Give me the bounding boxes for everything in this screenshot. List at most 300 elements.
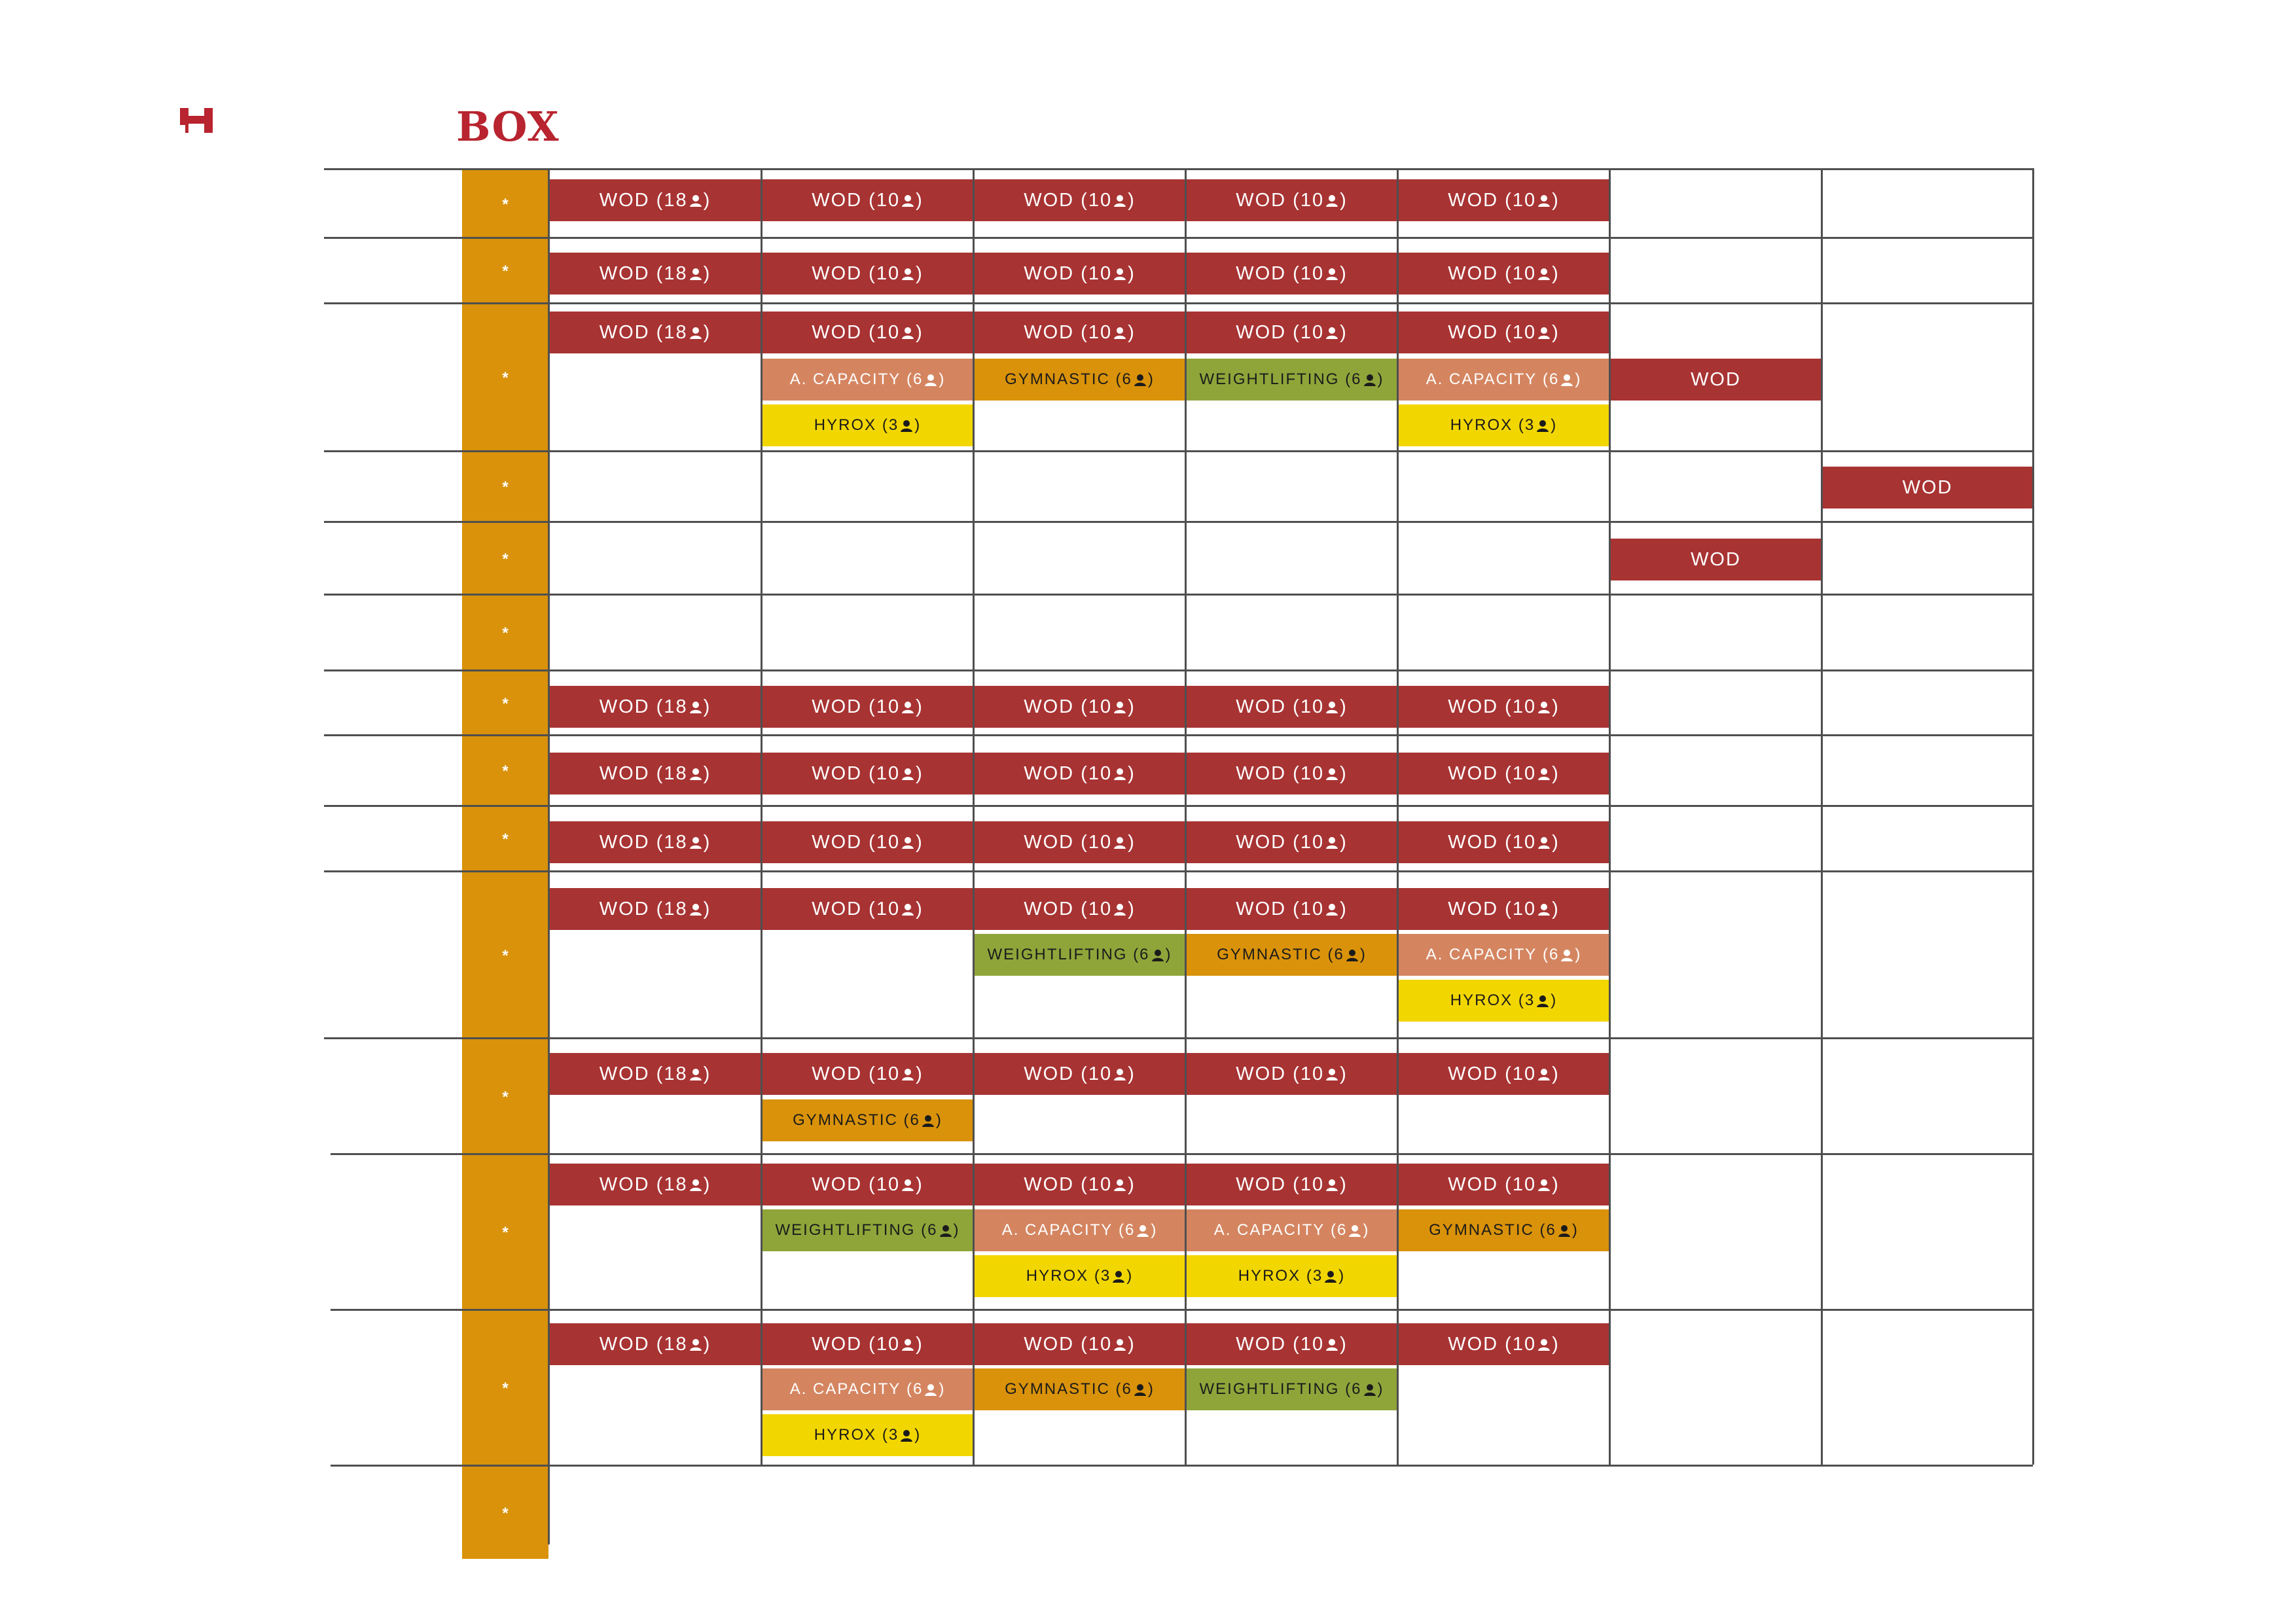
person-icon bbox=[1362, 1380, 1378, 1399]
person-icon bbox=[900, 832, 916, 853]
class-block-wl[interactable] bbox=[762, 1209, 973, 1251]
row-divider bbox=[331, 1153, 2033, 1155]
class-block-cap[interactable] bbox=[1187, 1209, 1397, 1251]
capacity-paren-close: ) bbox=[703, 762, 711, 784]
capacity-count: 10 bbox=[1512, 189, 1537, 211]
capacity-paren-open: ( bbox=[1074, 898, 1088, 919]
class-label: WOD bbox=[1236, 189, 1287, 211]
class-block-hyx[interactable] bbox=[762, 404, 973, 446]
class-block-cap[interactable] bbox=[1399, 359, 1609, 401]
capacity-count: 3 bbox=[888, 1426, 899, 1444]
class-block-hyx[interactable] bbox=[1187, 1255, 1397, 1297]
class-block-wod[interactable] bbox=[975, 1053, 1185, 1095]
capacity-paren-open: ( bbox=[901, 370, 913, 388]
person-icon bbox=[688, 1334, 704, 1355]
person-icon bbox=[1324, 899, 1340, 920]
capacity-paren-open: ( bbox=[1127, 946, 1140, 963]
capacity-count: 10 bbox=[1088, 762, 1113, 784]
class-block-wod[interactable] bbox=[975, 179, 1185, 221]
capacity-paren-close: ) bbox=[1128, 1063, 1136, 1084]
person-icon bbox=[900, 190, 916, 211]
capacity-paren-open: ( bbox=[1537, 370, 1549, 388]
class-block-wod[interactable] bbox=[1399, 686, 1609, 728]
class-block-cap[interactable] bbox=[762, 1368, 973, 1410]
class-label: A. CAPACITY bbox=[1426, 946, 1537, 963]
capacity-paren-close: ) bbox=[1128, 1173, 1136, 1195]
class-label: HYROX bbox=[1450, 416, 1513, 434]
capacity-paren-open: ( bbox=[862, 898, 876, 919]
capacity-paren-open: ( bbox=[862, 1173, 876, 1195]
capacity-paren-close: ) bbox=[1552, 898, 1560, 919]
class-block-wod[interactable] bbox=[550, 1323, 761, 1365]
capacity-paren-close: ) bbox=[1340, 1063, 1348, 1084]
class-block-hyx[interactable] bbox=[975, 1255, 1185, 1297]
capacity-count: 10 bbox=[1088, 262, 1113, 284]
class-label: WOD bbox=[1448, 189, 1499, 211]
capacity-paren-open: ( bbox=[1286, 1173, 1300, 1195]
row-divider bbox=[324, 521, 2033, 523]
time-slot-marker: * bbox=[502, 550, 509, 568]
capacity-count: 10 bbox=[1300, 696, 1325, 717]
capacity-paren-close: ) bbox=[1552, 696, 1560, 717]
capacity-count: 10 bbox=[876, 189, 901, 211]
class-block-wod[interactable] bbox=[1399, 753, 1609, 794]
capacity-paren-open: ( bbox=[1113, 1221, 1125, 1239]
capacity-paren-close: ) bbox=[703, 831, 711, 853]
capacity-paren-close: ) bbox=[1551, 991, 1558, 1009]
capacity-paren-open: ( bbox=[862, 831, 876, 853]
class-block-wl[interactable] bbox=[1187, 359, 1397, 401]
class-block-wod[interactable] bbox=[550, 179, 761, 221]
time-slot-marker: * bbox=[502, 262, 509, 280]
class-label: WOD bbox=[1024, 696, 1075, 717]
time-slot-marker: * bbox=[502, 762, 509, 780]
person-icon bbox=[1536, 1334, 1552, 1355]
time-slot-marker: * bbox=[502, 947, 509, 965]
class-block-wod[interactable] bbox=[1187, 686, 1397, 728]
class-block-wod[interactable] bbox=[975, 753, 1185, 794]
capacity-count: 18 bbox=[664, 1173, 688, 1195]
capacity-paren-close: ) bbox=[916, 762, 924, 784]
capacity-paren-open: ( bbox=[649, 831, 664, 853]
capacity-paren-open: ( bbox=[1088, 1267, 1101, 1285]
capacity-paren-open: ( bbox=[1074, 321, 1088, 343]
capacity-paren-open: ( bbox=[1286, 831, 1300, 853]
capacity-paren-close: ) bbox=[1340, 321, 1348, 343]
capacity-paren-open: ( bbox=[1074, 831, 1088, 853]
capacity-paren-open: ( bbox=[649, 696, 664, 717]
class-block-wl[interactable] bbox=[1187, 1368, 1397, 1410]
time-slot-marker: * bbox=[502, 478, 509, 496]
class-block-wod[interactable] bbox=[975, 312, 1185, 353]
person-icon bbox=[1324, 322, 1340, 344]
class-block-wod[interactable] bbox=[975, 1323, 1185, 1365]
capacity-count: 10 bbox=[1512, 1173, 1537, 1195]
person-icon bbox=[688, 322, 704, 344]
capacity-count: 10 bbox=[1300, 1173, 1325, 1195]
capacity-paren-open: ( bbox=[862, 762, 876, 784]
person-icon bbox=[900, 696, 916, 718]
person-icon bbox=[923, 370, 939, 389]
capacity-paren-close: ) bbox=[1552, 762, 1560, 784]
capacity-paren-close: ) bbox=[703, 898, 711, 919]
class-label: HYROX bbox=[814, 1426, 877, 1444]
capacity-paren-close: ) bbox=[1340, 831, 1348, 853]
class-label: WOD bbox=[599, 831, 650, 853]
person-icon bbox=[920, 1111, 936, 1130]
person-icon bbox=[1536, 190, 1552, 211]
class-block-wod[interactable] bbox=[975, 686, 1185, 728]
capacity-paren-open: ( bbox=[1286, 1063, 1300, 1084]
class-block-wod[interactable] bbox=[1187, 1053, 1397, 1095]
class-block-wod[interactable] bbox=[762, 821, 973, 863]
capacity-paren-open: ( bbox=[862, 321, 876, 343]
capacity-paren-open: ( bbox=[1074, 1173, 1088, 1195]
capacity-paren-close: ) bbox=[1151, 1221, 1158, 1239]
class-block-wod[interactable] bbox=[762, 253, 973, 294]
class-block-wod[interactable] bbox=[1399, 888, 1609, 930]
capacity-paren-close: ) bbox=[1128, 898, 1136, 919]
class-block-wod[interactable] bbox=[1399, 179, 1609, 221]
class-label: A. CAPACITY bbox=[789, 1380, 901, 1398]
capacity-paren-close: ) bbox=[703, 1063, 711, 1084]
capacity-paren-close: ) bbox=[1552, 1063, 1560, 1084]
class-block-wl[interactable] bbox=[975, 934, 1185, 976]
class-block-wod[interactable] bbox=[1399, 821, 1609, 863]
capacity-paren-close: ) bbox=[916, 1333, 924, 1355]
capacity-count: 10 bbox=[876, 262, 901, 284]
class-label: WOD bbox=[812, 321, 863, 343]
capacity-count: 10 bbox=[876, 831, 901, 853]
class-label: WOD bbox=[1448, 898, 1499, 919]
capacity-count: 10 bbox=[1300, 1333, 1325, 1355]
class-block-wod[interactable] bbox=[762, 686, 973, 728]
capacity-paren-open: ( bbox=[1534, 1221, 1547, 1239]
class-label: WOD bbox=[599, 1333, 650, 1355]
row-divider bbox=[331, 1309, 2033, 1311]
capacity-count: 18 bbox=[664, 189, 688, 211]
capacity-paren-open: ( bbox=[1537, 946, 1549, 963]
class-block-gym[interactable] bbox=[1399, 1209, 1609, 1251]
capacity-paren-close: ) bbox=[914, 416, 922, 434]
class-block-wod[interactable] bbox=[550, 686, 761, 728]
capacity-paren-open: ( bbox=[1513, 416, 1525, 434]
capacity-paren-open: ( bbox=[876, 416, 889, 434]
capacity-paren-open: ( bbox=[862, 1063, 876, 1084]
capacity-paren-open: ( bbox=[915, 1221, 928, 1239]
capacity-count: 18 bbox=[664, 321, 688, 343]
person-icon bbox=[1324, 1063, 1340, 1085]
class-label: HYROX bbox=[1450, 991, 1513, 1009]
time-slot-marker: * bbox=[502, 1088, 509, 1106]
capacity-paren-close: ) bbox=[1340, 189, 1348, 211]
capacity-count: 3 bbox=[1524, 416, 1535, 434]
capacity-paren-close: ) bbox=[916, 831, 924, 853]
capacity-paren-open: ( bbox=[1339, 1380, 1352, 1398]
class-block-wod[interactable] bbox=[1187, 1164, 1397, 1205]
person-icon bbox=[688, 899, 704, 920]
class-block-wod[interactable] bbox=[762, 312, 973, 353]
person-icon bbox=[1324, 763, 1340, 785]
class-block-wod[interactable] bbox=[975, 253, 1185, 294]
person-icon bbox=[1112, 899, 1128, 920]
capacity-count: 18 bbox=[664, 762, 688, 784]
class-block-wod[interactable] bbox=[550, 312, 761, 353]
person-icon bbox=[1324, 832, 1340, 853]
capacity-count: 10 bbox=[1088, 321, 1113, 343]
capacity-paren-open: ( bbox=[649, 262, 664, 284]
capacity-count: 10 bbox=[1300, 898, 1325, 919]
time-slot-marker: * bbox=[502, 624, 509, 642]
class-label: WOD bbox=[599, 696, 650, 717]
capacity-count: 10 bbox=[1512, 321, 1537, 343]
person-icon bbox=[899, 416, 914, 435]
class-block-wod[interactable] bbox=[975, 1164, 1185, 1205]
capacity-paren-open: ( bbox=[1109, 1380, 1122, 1398]
person-icon bbox=[1112, 763, 1128, 785]
person-icon bbox=[1559, 946, 1575, 964]
person-icon bbox=[1112, 1334, 1128, 1355]
class-label: WOD bbox=[599, 898, 650, 919]
time-slot-marker: * bbox=[502, 369, 509, 387]
class-block-wod[interactable] bbox=[1823, 467, 2032, 508]
capacity-count: 18 bbox=[664, 898, 688, 919]
class-block-wod[interactable] bbox=[550, 821, 761, 863]
class-label: WOD bbox=[812, 1173, 863, 1195]
class-block-hyx[interactable] bbox=[762, 1414, 973, 1456]
class-block-gym[interactable] bbox=[1187, 934, 1397, 976]
capacity-count: 10 bbox=[1300, 262, 1325, 284]
capacity-paren-close: ) bbox=[1552, 1333, 1560, 1355]
person-icon bbox=[1536, 1063, 1552, 1085]
class-label: WOD bbox=[1448, 321, 1499, 343]
capacity-paren-open: ( bbox=[1498, 696, 1513, 717]
class-block-wod[interactable] bbox=[762, 179, 973, 221]
class-block-gym[interactable] bbox=[975, 1368, 1185, 1410]
capacity-count: 10 bbox=[876, 1333, 901, 1355]
class-block-wod[interactable] bbox=[1187, 888, 1397, 930]
class-block-hyx[interactable] bbox=[1399, 980, 1609, 1022]
capacity-paren-open: ( bbox=[1339, 370, 1352, 388]
person-icon bbox=[1559, 370, 1575, 389]
capacity-paren-close: ) bbox=[1363, 1221, 1370, 1239]
class-label: WOD bbox=[1236, 262, 1287, 284]
capacity-count: 6 bbox=[1352, 370, 1362, 388]
class-block-wod[interactable] bbox=[1187, 1323, 1397, 1365]
capacity-count: 10 bbox=[1300, 189, 1325, 211]
class-block-wod[interactable] bbox=[550, 253, 761, 294]
class-label: WOD bbox=[1448, 1333, 1499, 1355]
class-block-wod[interactable] bbox=[1399, 1164, 1609, 1205]
class-block-wod[interactable] bbox=[975, 821, 1185, 863]
person-icon bbox=[1112, 832, 1128, 853]
class-block-wod[interactable] bbox=[762, 753, 973, 794]
capacity-paren-close: ) bbox=[1147, 370, 1155, 388]
class-label: WOD bbox=[812, 696, 863, 717]
row-divider bbox=[324, 168, 2033, 170]
capacity-count: 10 bbox=[1512, 696, 1537, 717]
class-label: WOD bbox=[1024, 1333, 1075, 1355]
capacity-paren-open: ( bbox=[1109, 370, 1122, 388]
person-icon bbox=[1132, 370, 1148, 389]
class-label: WEIGHTLIFTING bbox=[775, 1221, 916, 1239]
class-label: WOD bbox=[812, 831, 863, 853]
capacity-count: 10 bbox=[1088, 831, 1113, 853]
capacity-paren-close: ) bbox=[916, 321, 924, 343]
capacity-paren-open: ( bbox=[1286, 762, 1300, 784]
capacity-paren-close: ) bbox=[939, 1380, 946, 1398]
class-label: WOD bbox=[1236, 321, 1287, 343]
time-slot-marker: * bbox=[502, 1505, 509, 1522]
class-block-wod[interactable] bbox=[550, 753, 761, 794]
class-block-wod[interactable] bbox=[550, 1053, 761, 1095]
capacity-count: 3 bbox=[1100, 1267, 1111, 1285]
class-block-wod[interactable] bbox=[1399, 1323, 1609, 1365]
row-divider bbox=[324, 594, 2033, 596]
person-icon bbox=[1536, 763, 1552, 785]
capacity-count: 10 bbox=[1088, 1173, 1113, 1195]
person-icon bbox=[1324, 263, 1340, 285]
time-slot-marker: * bbox=[502, 1224, 509, 1241]
row-divider bbox=[324, 805, 2033, 807]
person-icon bbox=[1112, 322, 1128, 344]
capacity-count: 10 bbox=[876, 1063, 901, 1084]
class-label: WOD bbox=[1236, 696, 1287, 717]
capacity-paren-close: ) bbox=[1126, 1267, 1134, 1285]
capacity-paren-close: ) bbox=[703, 696, 711, 717]
person-icon bbox=[1324, 1334, 1340, 1355]
capacity-count: 10 bbox=[1088, 1063, 1113, 1084]
class-block-wod[interactable] bbox=[1611, 539, 1821, 580]
class-label: WOD bbox=[1024, 262, 1075, 284]
capacity-paren-open: ( bbox=[1074, 189, 1088, 211]
capacity-paren-close: ) bbox=[914, 1426, 922, 1444]
class-label: WOD bbox=[1024, 898, 1075, 919]
person-icon bbox=[900, 1334, 916, 1355]
class-label: WOD bbox=[1024, 321, 1075, 343]
class-block-gym[interactable] bbox=[762, 1099, 973, 1141]
class-label: WOD bbox=[1448, 262, 1499, 284]
capacity-count: 10 bbox=[876, 1173, 901, 1195]
person-icon bbox=[899, 1426, 914, 1444]
capacity-paren-open: ( bbox=[1286, 262, 1300, 284]
capacity-paren-open: ( bbox=[649, 321, 664, 343]
class-block-wod[interactable] bbox=[1399, 253, 1609, 294]
capacity-count: 10 bbox=[1512, 762, 1537, 784]
capacity-paren-close: ) bbox=[1128, 189, 1136, 211]
person-icon bbox=[938, 1221, 954, 1240]
capacity-paren-close: ) bbox=[1552, 262, 1560, 284]
capacity-paren-close: ) bbox=[916, 898, 924, 919]
class-label: WOD bbox=[1448, 831, 1499, 853]
capacity-count: 10 bbox=[1088, 696, 1113, 717]
capacity-paren-open: ( bbox=[1498, 762, 1513, 784]
class-label: WOD bbox=[599, 321, 650, 343]
class-block-wod[interactable] bbox=[1399, 1053, 1609, 1095]
class-block-cap[interactable] bbox=[975, 1209, 1185, 1251]
class-block-wod[interactable] bbox=[1399, 312, 1609, 353]
class-block-wod[interactable] bbox=[1611, 359, 1821, 401]
class-block-wod[interactable] bbox=[550, 888, 761, 930]
class-block-wod[interactable] bbox=[1187, 753, 1397, 794]
class-block-wod[interactable] bbox=[1187, 821, 1397, 863]
capacity-count: 6 bbox=[912, 370, 924, 388]
class-label: WOD bbox=[599, 1173, 650, 1195]
class-label: WOD bbox=[1448, 696, 1499, 717]
capacity-paren-open: ( bbox=[649, 1333, 664, 1355]
person-icon bbox=[1150, 946, 1166, 964]
bull-horns-icon bbox=[180, 108, 213, 133]
time-slot-marker: * bbox=[502, 830, 509, 848]
capacity-paren-close: ) bbox=[1128, 262, 1136, 284]
capacity-count: 10 bbox=[1088, 1333, 1113, 1355]
class-block-hyx[interactable] bbox=[1399, 404, 1609, 446]
class-block-wod[interactable] bbox=[1187, 253, 1397, 294]
row-divider bbox=[331, 1465, 2033, 1467]
class-block-wod[interactable] bbox=[975, 888, 1185, 930]
capacity-paren-open: ( bbox=[1321, 946, 1335, 963]
class-block-cap[interactable] bbox=[762, 359, 973, 401]
person-icon bbox=[900, 1174, 916, 1196]
capacity-count: 6 bbox=[910, 1111, 920, 1129]
class-label: WOD bbox=[812, 262, 863, 284]
class-label: WOD bbox=[812, 1333, 863, 1355]
capacity-paren-close: ) bbox=[953, 1221, 960, 1239]
capacity-paren-close: ) bbox=[703, 1333, 711, 1355]
capacity-paren-close: ) bbox=[703, 262, 711, 284]
capacity-paren-open: ( bbox=[1286, 189, 1300, 211]
capacity-count: 10 bbox=[1300, 762, 1325, 784]
capacity-paren-open: ( bbox=[1498, 831, 1513, 853]
class-block-cap[interactable] bbox=[1399, 934, 1609, 976]
capacity-paren-close: ) bbox=[1147, 1380, 1155, 1398]
capacity-count: 6 bbox=[1334, 946, 1344, 963]
person-icon bbox=[1536, 1174, 1552, 1196]
capacity-count: 6 bbox=[1546, 1221, 1556, 1239]
capacity-paren-close: ) bbox=[916, 1063, 924, 1084]
capacity-paren-open: ( bbox=[649, 762, 664, 784]
class-block-wod[interactable] bbox=[1187, 312, 1397, 353]
capacity-paren-close: ) bbox=[1551, 416, 1558, 434]
person-icon bbox=[688, 832, 704, 853]
capacity-paren-close: ) bbox=[1552, 1173, 1560, 1195]
person-icon bbox=[1112, 1063, 1128, 1085]
capacity-paren-open: ( bbox=[1498, 189, 1513, 211]
capacity-paren-open: ( bbox=[1498, 262, 1513, 284]
capacity-paren-close: ) bbox=[916, 262, 924, 284]
time-slot-marker: * bbox=[502, 1380, 509, 1397]
class-block-wod[interactable] bbox=[1187, 179, 1397, 221]
class-block-wod[interactable] bbox=[762, 1323, 973, 1365]
person-icon bbox=[1344, 946, 1360, 964]
class-block-wod[interactable] bbox=[762, 1164, 973, 1205]
class-label: A. CAPACITY bbox=[789, 370, 901, 388]
capacity-paren-open: ( bbox=[1498, 321, 1513, 343]
class-label: WOD bbox=[1236, 762, 1287, 784]
capacity-paren-close: ) bbox=[1128, 762, 1136, 784]
person-icon bbox=[688, 1063, 704, 1085]
capacity-count: 3 bbox=[888, 416, 899, 434]
class-block-wod[interactable] bbox=[550, 1164, 761, 1205]
class-label: HYROX bbox=[1026, 1267, 1089, 1285]
class-block-wod[interactable] bbox=[762, 888, 973, 930]
class-block-gym[interactable] bbox=[975, 359, 1185, 401]
class-label: WOD bbox=[1902, 476, 1953, 498]
class-block-wod[interactable] bbox=[762, 1053, 973, 1095]
person-icon bbox=[688, 763, 704, 785]
person-icon bbox=[688, 263, 704, 285]
person-icon bbox=[688, 190, 704, 211]
